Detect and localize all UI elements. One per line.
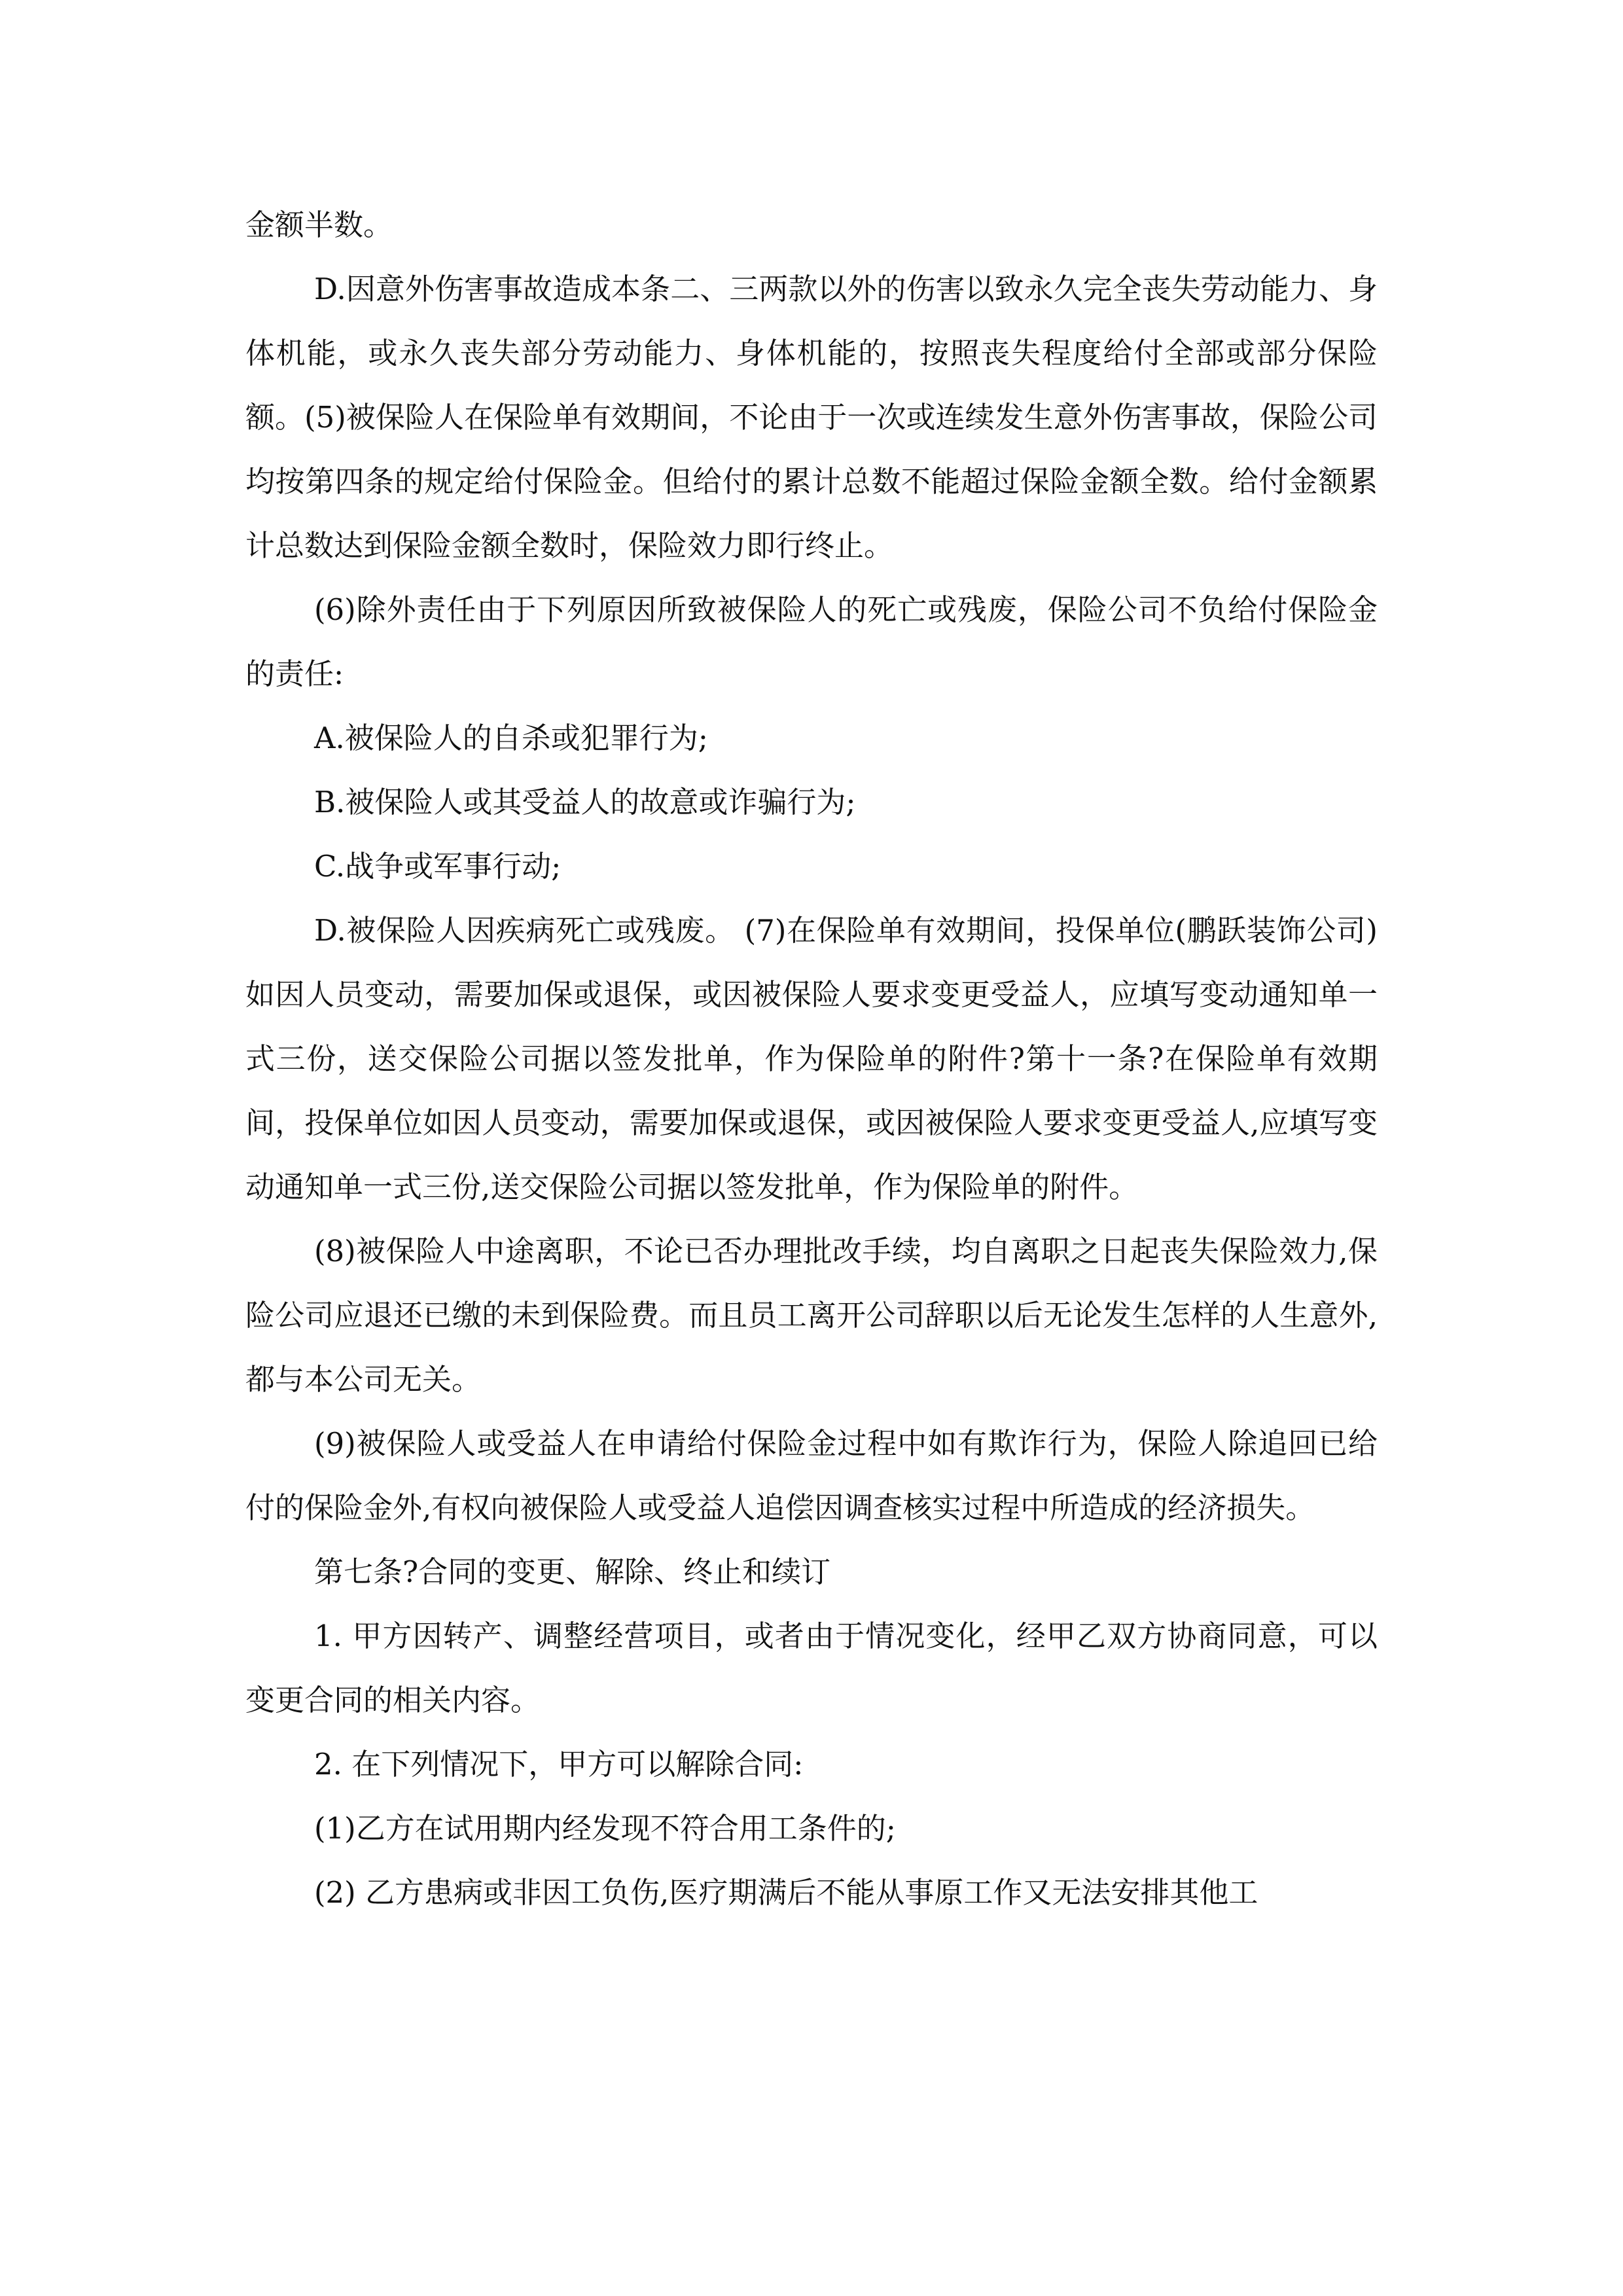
paragraph-exclusions: (6)除外责任由于下列原因所致被保险人的死亡或残废，保险公司不负给付保险金的责任: [245, 592, 1378, 691]
section-heading-article-7: 第七条?合同的变更、解除、终止和续订 [314, 1554, 831, 1589]
paragraph-clause-d-disability: D.因意外伤害事故造成本条二、三两款以外的伤害以致永久完全丧失劳动能力、身体机能，或永久丧失部分劳动能力、身体机能的，按照丧失程度给付全部或部分保险额。(5)被保险人在保险单有效期间，不论由于一次或连续发生意外伤害事故，保险公司均按第四条的规定给付保险金。但给付的累计总数不能超过保险金额全数。给付金额累计总数达到保险金额全数时，保险效力即行终止。 [245, 272, 1378, 563]
paragraph-item-1: 1. 甲方因转产、调整经营项目，或者由于情况变化，经甲乙双方协商同意，可以变更合同的相关内容。 [245, 1619, 1378, 1717]
paragraph-item-2: 2. 在下列情况下，甲方可以解除合同: [314, 1747, 804, 1782]
paragraph-exclusion-c: C.战争或军事行动; [314, 849, 562, 884]
paragraph-exclusion-b: B.被保险人或其受益人的故意或诈骗行为; [314, 785, 856, 819]
paragraph-resignation: (8)被保险人中途离职，不论已否办理批改手续，均自离职之日起丧失保险效力,保险公司应退还已缴的未到保险费。而且员工离开公司辞职以后无论发生怎样的人生意外,都与本公司无关。 [245, 1234, 1378, 1397]
paragraph-exclusion-d: D.被保险人因疾病死亡或残废。 (7)在保险单有效期间，投保单位(鹏跃装饰公司)如因人员变动，需要加保或退保，或因被保险人要求变更受益人，应填写变动通知单一式三份，送交保险公司据以签发批单，作为保险单的附件?第十一条?在保险单有效期间，投保单位如因人员变动，需要加保或退保，或因被保险人要求变更受益人,应填写变动通知单一式三份,送交保险公司据以签发批单，作为保险单的附件。 [245, 913, 1378, 1204]
paragraph-subitem-2: (2) 乙方患病或非因工负伤,医疗期满后不能从事原工作又无法安排其他工 [314, 1875, 1258, 1910]
paragraph-fraud: (9)被保险人或受益人在申请给付保险金过程中如有欺诈行为，保险人除追回已给付的保险金外,有权向被保险人或受益人追偿因调查核实过程中所造成的经济损失。 [245, 1426, 1378, 1525]
paragraph-subitem-1: (1)乙方在试用期内经发现不符合用工条件的; [314, 1811, 896, 1846]
paragraph-exclusion-a: A.被保险人的自杀或犯罪行为; [314, 721, 708, 755]
document-body [245, 193, 1378, 1925]
paragraph-continuation: 金额半数。 [245, 207, 393, 242]
